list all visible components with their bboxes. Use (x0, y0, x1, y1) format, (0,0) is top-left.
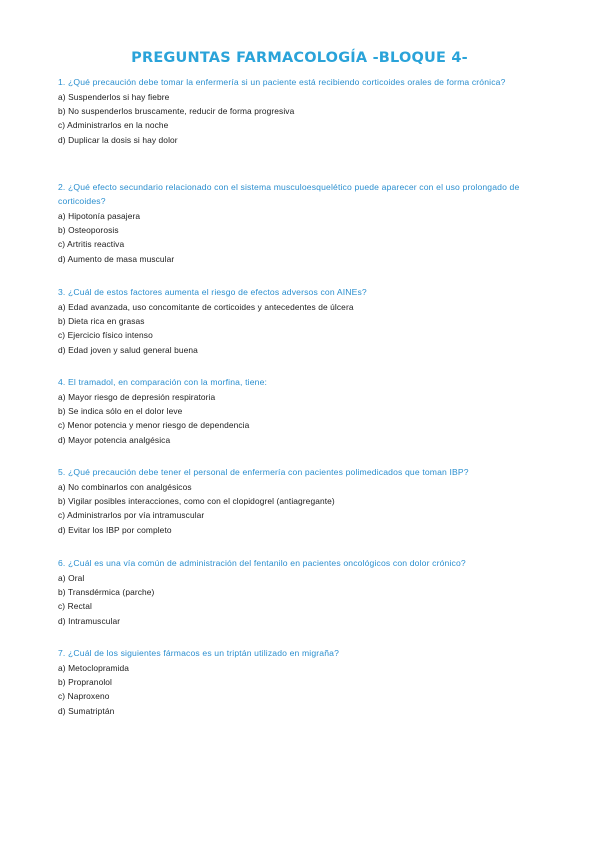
option-b: b) Transdérmica (parche) (58, 587, 155, 598)
option-a: a) Hipotonía pasajera (58, 211, 141, 221)
question-text: 2. ¿Qué efecto secundario relacionado con el sistema musculoesquelético puede aparecer con el uso prolongado de corticoides? (58, 182, 520, 206)
option-a: a) Oral (58, 573, 85, 583)
question-5 (58, 465, 528, 537)
question-text: 4. El tramadol, en comparación con la morfina, tiene: (58, 377, 268, 387)
option-c: c) Administrarlos por vía intramuscular (58, 510, 205, 521)
option-c: c) Artritis reactiva (58, 239, 125, 250)
option-b: b) Vigilar posibles interacciones, como con el clopidogrel (antiagregante) (58, 496, 335, 507)
question-text: 3. ¿Cuál de estos factores aumenta el riesgo de efectos adversos con AINEs? (58, 287, 367, 297)
option-d: d) Intramuscular (58, 615, 121, 626)
option-b: b) No suspenderlos bruscamente, reducir de forma progresiva (58, 106, 295, 117)
option-b: b) Propranolol (58, 677, 113, 688)
page-title: PREGUNTAS FARMACOLOGÍA -BLOQUE 4- (131, 50, 468, 66)
option-a: a) Suspenderlos si hay fiebre (58, 92, 170, 102)
option-d: d) Edad joven y salud general buena (58, 344, 198, 355)
option-c: c) Menor potencia y menor riesgo de dependencia (58, 420, 250, 431)
option-a: a) Edad avanzada, uso concomitante de corticoides y antecedentes de úlcera (58, 302, 354, 312)
option-d: d) Sumatriptán (58, 705, 115, 716)
option-c: c) Naproxeno (58, 691, 110, 702)
question-3 (58, 285, 528, 357)
option-a: a) No combinarlos con analgésicos (58, 482, 192, 492)
option-list (58, 480, 528, 537)
option-list (58, 300, 528, 357)
question-2 (58, 180, 528, 266)
option-c: c) Ejercicio físico intenso (58, 330, 153, 341)
option-a: a) Metoclopramida (58, 663, 130, 673)
option-list (58, 571, 528, 628)
question-text: 5. ¿Qué precaución debe tener el personal de enfermería con pacientes polimedicados que toman IBP? (58, 467, 469, 477)
question-text: 1. ¿Qué precaución debe tomar la enfermería si un paciente está recibiendo corticoides orales de forma crónica? (58, 77, 506, 87)
option-b: b) Osteoporosis (58, 225, 119, 236)
option-d: d) Duplicar la dosis si hay dolor (58, 134, 178, 145)
question-6 (58, 556, 528, 628)
option-list (58, 209, 528, 266)
option-d: d) Aumento de masa muscular (58, 253, 175, 264)
option-b: b) Dieta rica en grasas (58, 316, 145, 327)
option-list (58, 390, 528, 447)
question-7 (58, 646, 528, 718)
option-list (58, 661, 528, 718)
option-d: d) Evitar los IBP por completo (58, 524, 172, 535)
option-d: d) Mayor potencia analgésica (58, 434, 171, 445)
option-c: c) Administrarlos en la noche (58, 120, 169, 131)
question-text: 7. ¿Cuál de los siguientes fármacos es un triptán utilizado en migraña? (58, 648, 340, 658)
option-list (58, 90, 528, 147)
option-c: c) Rectal (58, 601, 92, 612)
question-text: 6. ¿Cuál es una vía común de administración del fentanilo en pacientes oncológicos con dolor crónico? (58, 558, 466, 568)
option-a: a) Mayor riesgo de depresión respiratoria (58, 392, 216, 402)
question-1 (58, 75, 528, 147)
option-b: b) Se indica sólo en el dolor leve (58, 406, 183, 417)
question-4 (58, 375, 528, 447)
